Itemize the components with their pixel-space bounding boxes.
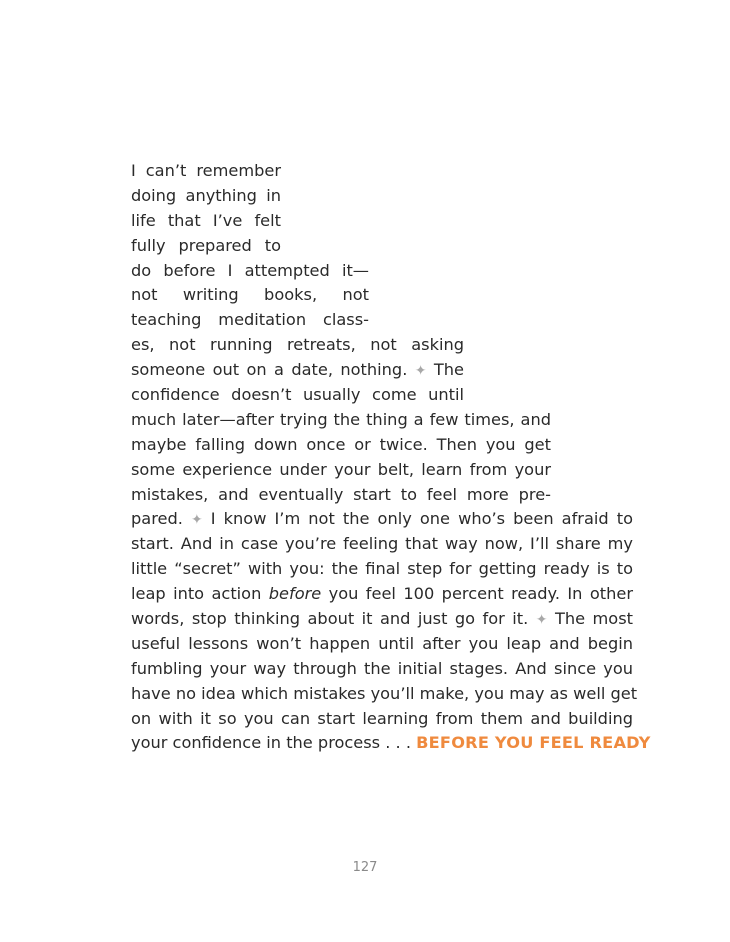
text-line: some experience under your belt, learn from your bbox=[131, 459, 551, 479]
text-line: do before I attempted it— bbox=[131, 260, 369, 280]
text-line: someone out on a date, nothing. ✦ The bbox=[131, 360, 464, 380]
text-line: confidence doesn’t usually come until bbox=[131, 385, 464, 405]
text-line: start. And in case you’re feeling that way now, I’ll share my bbox=[131, 534, 633, 554]
text-line: little “secret” with you: the final step for getting ready is to bbox=[131, 559, 633, 579]
text-line: teaching meditation class- bbox=[131, 310, 369, 330]
separator-icon: ✦ bbox=[414, 363, 427, 380]
text-line: fully prepared to bbox=[131, 235, 281, 255]
text-line: not writing books, not bbox=[131, 285, 369, 305]
highlighted-title: BEFORE YOU FEEL READY bbox=[416, 733, 651, 753]
separator-icon: ✦ bbox=[535, 612, 548, 629]
text-line: es, not running retreats, not asking bbox=[131, 335, 464, 355]
text-line: mistakes, and eventually start to feel more pre- bbox=[131, 484, 551, 504]
text-line: I can’t remember bbox=[131, 161, 281, 180]
text-line: life that I’ve felt bbox=[131, 210, 281, 230]
separator-icon: ✦ bbox=[190, 512, 203, 529]
passage-text bbox=[131, 159, 651, 756]
text-line: doing anything in bbox=[131, 185, 281, 205]
text-line: useful lessons won’t happen until after you leap and begin bbox=[131, 633, 633, 653]
text-line: pared. ✦ I know I’m not the only one who’s been afraid to bbox=[131, 509, 633, 529]
text-line: words, stop thinking about it and just go for it. ✦ The most bbox=[131, 609, 633, 629]
text-line: on with it so you can start learning from them and building bbox=[131, 708, 633, 728]
text-line: leap into action before you feel 100 percent ready. In other bbox=[131, 584, 633, 604]
text-line: much later—after trying the thing a few times, and bbox=[131, 409, 551, 429]
emphasis-text: before bbox=[268, 584, 322, 604]
text-line: your confidence in the process . . . BEFORE YOU FEEL READY bbox=[131, 733, 651, 753]
text-line: have no idea which mistakes you’ll make, you may as well get bbox=[131, 683, 638, 703]
text-line: maybe falling down once or twice. Then you get bbox=[131, 434, 551, 454]
page-number: 127 bbox=[352, 860, 378, 875]
text-line: fumbling your way through the initial stages. And since you bbox=[131, 658, 633, 678]
